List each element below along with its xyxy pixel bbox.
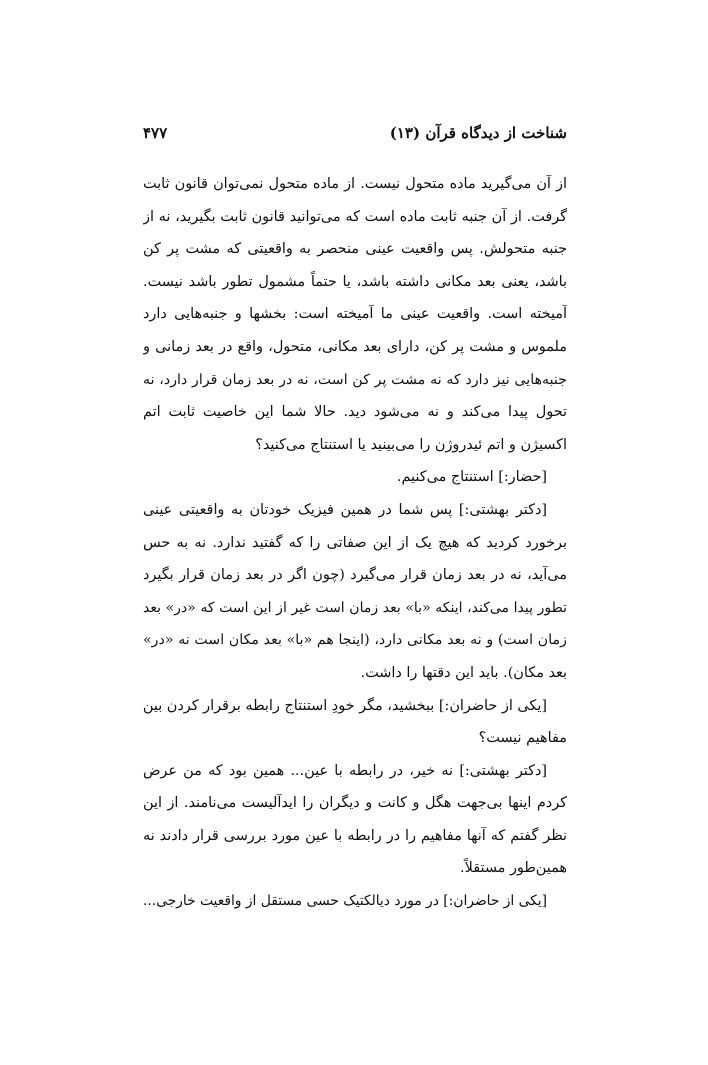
text-line: [دکتر بهشتی:] پس شما در همین فیزیک خودتان به واقعیتی عینی xyxy=(143,501,547,518)
body-text xyxy=(143,168,567,918)
text-line: تحول پیدا می‌کند و نه می‌شود دید. حالا شما این خاصیت ثابت اتم xyxy=(143,404,567,421)
text-line: باشد، یعنی بعد مکانی داشته باشد، یا حتماً مشمول تطور باشد نیست. xyxy=(143,273,567,290)
text-line: بعد مکان). باید این دقتها را داشت. xyxy=(360,664,567,681)
text-line: گرفت. از آن جنبه ثابت ماده است که می‌توانید قانون ثابت بگیرید، نه از xyxy=(143,208,567,225)
page-number: ۴۷۷ xyxy=(143,124,168,142)
running-title: شناخت از دیدگاه قرآن (۱۳) xyxy=(389,124,567,142)
text-line: برخورد کردید که هیچ یک از این صفاتی را که گفتید ندارد. نه به حس xyxy=(143,534,567,551)
page-header xyxy=(143,118,567,148)
text-line: [دکتر بهشتی:] نه خیر، در رابطه با عین... همین بود که من عرض xyxy=(143,762,547,779)
text-line: [یکی از حاضران:] ببخشید، مگر خودِ استنتاج رابطه برقرار کردن بین xyxy=(143,697,547,714)
text-line: می‌آید، نه در بعد زمان قرار می‌گیرد (چون اگر در بعد زمان قرار بگیرد xyxy=(143,567,567,584)
text-line: [حضار:] استنتاج می‌کنیم. xyxy=(396,469,547,486)
text-line: کردم اینها بی‌جهت هگل و کانت و دیگران را ایدآلیست می‌نامند. از این xyxy=(143,795,567,812)
text-line: تطور پیدا می‌کند، اینکه «با» بعد زمان است غیر از این است که «در» بعد xyxy=(143,599,567,616)
text-line: از آن می‌گیرید ماده متحول نیست. از ماده متحول نمی‌توان قانون ثابت xyxy=(143,176,567,192)
text-line: جنبه‌هایی نیز دارد که نه مشت پر کن است، نه در بعد زمان قرار دارد، نه xyxy=(143,371,567,388)
text-line: زمان است) و نه بعد مکانی دارد، (اینجا هم «با» بعد مکان است نه «در» xyxy=(143,632,567,649)
text-line: [یکی از حاضران:] در مورد دیالکتیک حسی مستقل از واقعیت خارجی... xyxy=(143,893,547,910)
text-line: ملموس و مشت پر کن، دارای بعد مکانی، متحول، واقع در بعد زمانی و xyxy=(143,338,567,355)
text-line: همین‌طور مستقلاً. xyxy=(460,860,567,877)
text-line: آمیخته است. واقعیت عینی ما آمیخته است: بخشها و جنبه‌هایی دارد xyxy=(143,306,567,323)
text-line: جنبه متحولش. پس واقعیت عینی منحصر به واقعیتی که مشت پر کن xyxy=(143,241,567,258)
text-line: نظر گفتم که آنها مفاهیم را در رابطه با عین مورد بررسی قرار دادند نه xyxy=(143,827,567,844)
text-line: اکسیژن و اتم ئیدروژن را می‌بینید یا استنتاج می‌کنید؟ xyxy=(255,436,567,453)
text-line: مفاهیم نیست؟ xyxy=(478,730,567,747)
